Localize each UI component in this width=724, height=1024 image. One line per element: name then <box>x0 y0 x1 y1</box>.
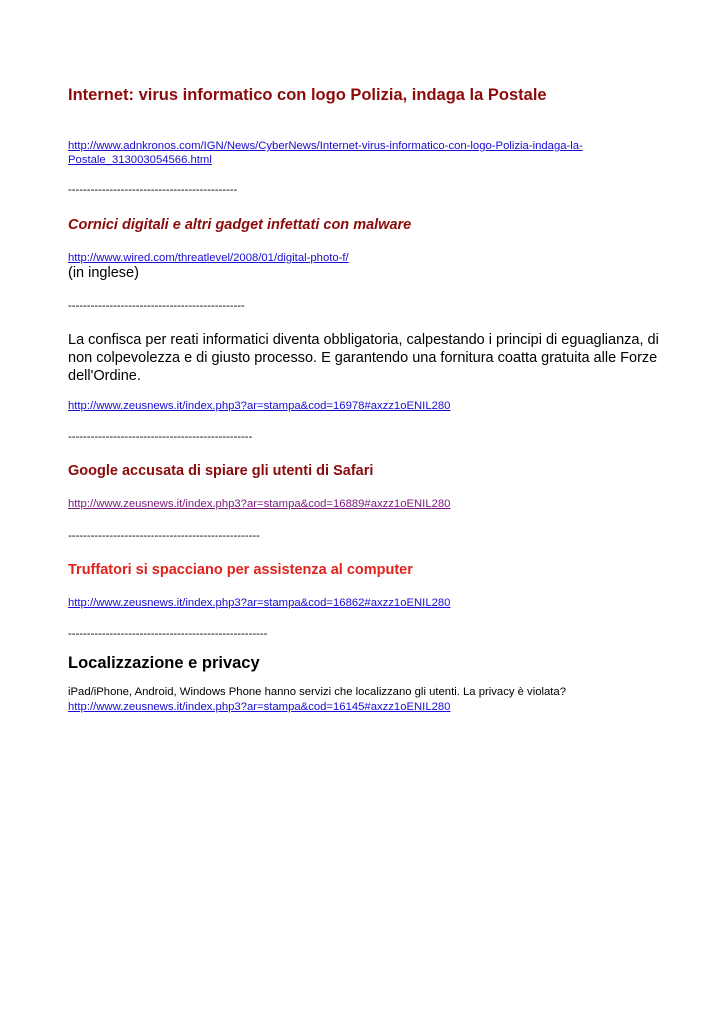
article-2-title: Cornici digitali e altri gadget infettati con malware <box>68 217 412 233</box>
separator-2: ----------------------------------------------- <box>68 300 245 312</box>
article-1-link-line2[interactable]: Postale_313003054566.html <box>68 154 212 166</box>
article-3-link[interactable]: http://www.zeusnews.it/index.php3?ar=stampa&cod=16978#axzz1oENIL280 <box>68 400 451 412</box>
article-2-link[interactable]: http://www.wired.com/threatlevel/2008/01/digital-photo-f/ <box>68 252 349 264</box>
article-1-link-line1[interactable]: http://www.adnkronos.com/IGN/News/CyberNews/Internet-virus-informatico-con-logo-Polizia-indaga-la- <box>68 140 583 152</box>
article-3-text: La confisca per reati informatici diventa obbligatoria, calpestando i principi di eguaglianza, di non colpevolezza e di giusto processo. E garantendo una fornitura coatta gratuita alle Forze dell'Ordine. <box>68 332 659 384</box>
separator-4: --------------------------------------------------- <box>68 530 260 542</box>
article-4-link[interactable]: http://www.zeusnews.it/index.php3?ar=stampa&cod=16889#axzz1oENIL280 <box>68 498 451 510</box>
separator-3: ------------------------------------------------- <box>68 431 253 443</box>
article-2-note: (in inglese) <box>68 265 139 281</box>
article-5-title: Truffatori si spacciano per assistenza al computer <box>68 562 413 578</box>
article-1-title: Internet: virus informatico con logo Polizia, indaga la Postale <box>68 86 547 104</box>
article-4-title: Google accusata di spiare gli utenti di Safari <box>68 463 374 479</box>
article-6-link[interactable]: http://www.zeusnews.it/index.php3?ar=stampa&cod=16145#axzz1oENIL280 <box>68 701 451 713</box>
article-6-title: Localizzazione e privacy <box>68 654 260 672</box>
article-6-text: iPad/iPhone, Android, Windows Phone hanno servizi che localizzano gli utenti. La privacy è violata? <box>68 686 566 698</box>
separator-5: ----------------------------------------------------- <box>68 628 268 640</box>
article-5-link[interactable]: http://www.zeusnews.it/index.php3?ar=stampa&cod=16862#axzz1oENIL280 <box>68 597 451 609</box>
separator-1: --------------------------------------------- <box>68 184 238 196</box>
article-1-link[interactable] <box>68 139 583 167</box>
